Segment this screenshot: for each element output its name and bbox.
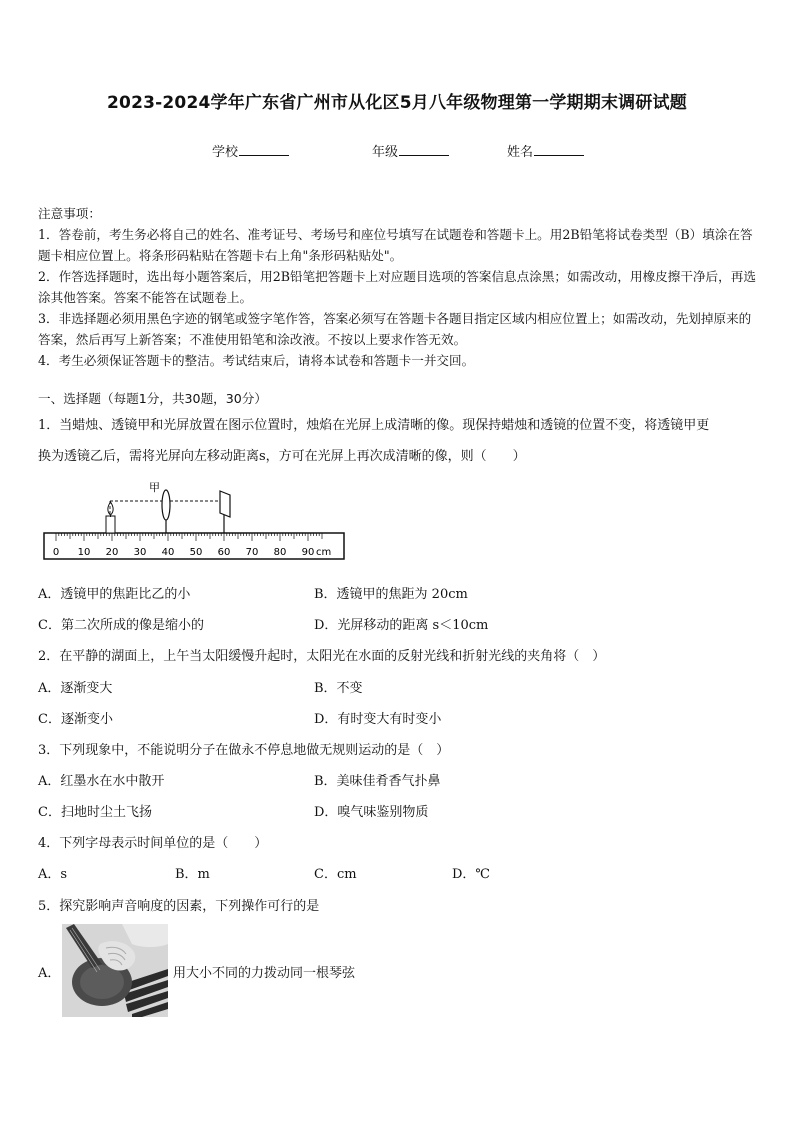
candle — [106, 516, 115, 533]
name-blank — [534, 143, 584, 156]
school-field — [212, 141, 289, 160]
lens-jia — [162, 490, 170, 520]
grade-label: 年级 — [372, 145, 399, 160]
q1-option-c[interactable]: C．第二次所成的像是缩小的 — [38, 618, 204, 633]
candle-flame — [108, 502, 113, 515]
ruler-tick-label: 90 — [301, 547, 315, 558]
q3-option-d[interactable]: D．嗅气味鉴别物质 — [314, 805, 429, 820]
q4-option-d[interactable]: D．℃ — [452, 867, 490, 882]
section-heading: 一、选择题（每题1分，共30题，30分） — [38, 391, 267, 406]
ruler-tick-label: 10 — [77, 547, 91, 558]
exam-notes — [38, 203, 760, 371]
q3-option-b[interactable]: B．美味佳肴香气扑鼻 — [314, 774, 441, 789]
question-2-stem: 2．在平静的湖面上，上午当太阳缓慢升起时，太阳光在水面的反射光线和折射光线的夹角将（ ） — [38, 649, 606, 664]
notes-heading: 注意事项： — [38, 206, 101, 221]
ruler-tick-label: 30 — [133, 547, 147, 558]
q2-option-a[interactable]: A．逐渐变大 — [38, 681, 113, 696]
q4-option-a[interactable]: A．s — [38, 867, 68, 882]
ruler-tick-label: 50 — [189, 547, 203, 558]
q4-option-b[interactable]: B．m — [175, 867, 210, 882]
note-item: 1．答卷前，考生务必将自己的姓名、准考证号、考场号和座位号填写在试题卷和答题卡上。用2B铅笔将试卷类型（B）填涂在答题卡相应位置上。将条形码粘贴在答题卡右上角"条形码粘贴处"。 — [38, 227, 753, 263]
q2-option-c[interactable]: C．逐渐变小 — [38, 712, 113, 727]
q5-option-a-label[interactable]: A． — [38, 966, 61, 981]
q2-option-d[interactable]: D．有时变大有时变小 — [314, 712, 442, 727]
q4-option-c[interactable]: C．cm — [314, 867, 357, 882]
name-label: 姓名 — [507, 145, 534, 160]
question-4-stem: 4．下列字母表示时间单位的是（ ） — [38, 836, 268, 851]
ukulele-photo — [62, 924, 168, 1017]
school-label: 学校 — [212, 145, 239, 160]
ruler-tick-label: 20 — [105, 547, 119, 558]
question-1-stem — [38, 410, 760, 472]
question-5-stem: 5．探究影响声音响度的因素，下列操作可行的是 — [38, 899, 320, 914]
ruler-tick-label: 70 — [245, 547, 259, 558]
ruler-tick-label: 60 — [217, 547, 231, 558]
q1-option-a[interactable]: A．透镜甲的焦距比乙的小 — [38, 587, 191, 602]
light-screen — [220, 491, 230, 517]
grade-field — [372, 141, 449, 160]
question-1-line1: 1．当蜡烛、透镜甲和光屏放置在图示位置时，烛焰在光屏上成清晰的像。现保持蜡烛和透镜的位置不变，将透镜甲更 — [38, 418, 710, 433]
school-blank — [239, 143, 289, 156]
note-item: 3．非选择题必须用黑色字迹的钢笔或签字笔作答，答案必须写在答题卡各题目指定区域内相应位置上；如需改动，先划掉原来的答案，然后再写上新答案；不准使用铅笔和涂改液。不按以上要求作答无效。 — [38, 311, 752, 347]
question-3-stem: 3．下列现象中，不能说明分子在做永不停息地做无规则运动的是（ ） — [38, 743, 450, 758]
q1-option-b[interactable]: B．透镜甲的焦距为 20cm — [314, 587, 468, 602]
optical-bench-figure — [38, 478, 348, 562]
q5-option-a-text: 用大小不同的力拨动同一根琴弦 — [173, 966, 356, 981]
exam-title: 2023-2024学年广东省广州市从化区5月八年级物理第一学期期末调研试题 — [107, 93, 687, 113]
q1-option-d[interactable]: D．光屏移动的距离 s＜10cm — [314, 618, 489, 633]
ruler-tick-label: 40 — [161, 547, 175, 558]
name-field — [507, 141, 584, 160]
q3-option-c[interactable]: C．扫地时尘土飞扬 — [38, 805, 152, 820]
q2-option-b[interactable]: B．不变 — [314, 681, 363, 696]
ruler-unit: cm — [316, 547, 332, 558]
q3-option-a[interactable]: A．红墨水在水中散开 — [38, 774, 165, 789]
note-item: 2．作答选择题时，选出每小题答案后，用2B铅笔把答题卡上对应题目选项的答案信息点涂黑；如需改动，用橡皮擦干净后，再选涂其他答案。答案不能答在试题卷上。 — [38, 269, 756, 305]
question-1-line2: 换为透镜乙后，需将光屏向左移动距离s，方可在光屏上再次成清晰的像，则（ ） — [38, 449, 526, 464]
note-item: 4．考生必须保证答题卡的整洁。考试结束后，请将本试卷和答题卡一并交回。 — [38, 353, 475, 368]
grade-blank — [399, 143, 449, 156]
lens-label: 甲 — [149, 481, 160, 494]
ruler-tick-label: 80 — [273, 547, 287, 558]
ruler-tick-label: 0 — [52, 547, 60, 558]
